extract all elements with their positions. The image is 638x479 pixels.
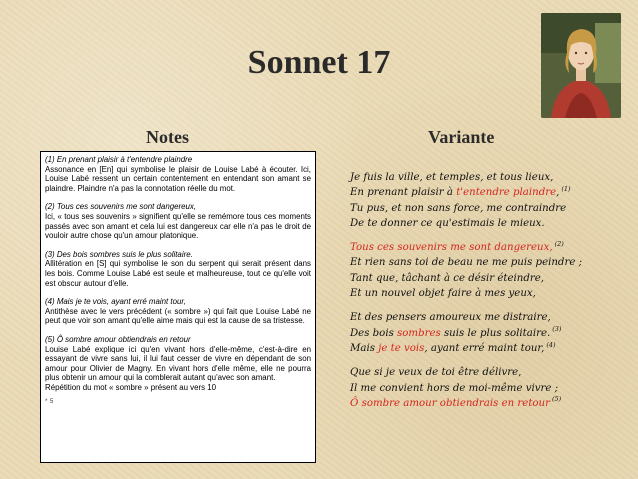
poem-line — [350, 381, 630, 396]
portrait-image — [541, 13, 621, 118]
poem-text: Des bois — [350, 327, 398, 339]
poem-text: , ayant erré maint tour, — [424, 342, 545, 354]
poem-text: En prenant plaisir à — [350, 187, 457, 199]
note-reference: (4) — [546, 340, 556, 349]
note-heading: (5) Ô sombre amour obtiendrais en retour — [45, 334, 191, 344]
highlighted-phrase: sombres — [397, 327, 441, 339]
note-text: Antithèse avec le vers précédent (« sombre ») qui fait que Louise Labé ne peut que voir son amant qu'elle aime mais qui est la cause de sa tristesse. — [45, 306, 311, 326]
poem-text: Tu pus, et non sans force, me contraindre — [350, 202, 567, 214]
note-text: Ici, « tous ses souvenirs » signifient qu'elle se remémore tous ces moments passés avec son amant et cela lui est dangereux car elle n'a pas le droit de vouloir autre chose qu'un amour platonique. — [45, 211, 311, 241]
poem-text: Que si je veux de toi être délivre, — [350, 367, 522, 379]
poem-variant — [350, 170, 630, 411]
poem-text: Mais — [350, 342, 379, 354]
note-text: Assonance en [En] qui symbolise le plaisir de Louise Labé à écouter. Ici, Louise Labé ressent un certain contentement en entendant son amant se plaindre. Plaindre n'a pas la connotation réelle du mot. — [45, 164, 311, 193]
variant-heading: Variante — [428, 127, 495, 147]
poem-line — [350, 286, 630, 301]
poem-line — [350, 341, 630, 356]
stanza-spacer — [350, 356, 630, 365]
poem-line — [350, 185, 630, 200]
highlighted-phrase: t'entendre plaindre — [456, 187, 557, 199]
note-heading: (3) Des bois sombres suis le plus solitaire. — [45, 249, 193, 259]
note-reference: (5) — [551, 395, 562, 404]
note-heading: (2) Tous ces souvenirs me sont dangereux, — [45, 202, 197, 212]
poem-text: suis le plus solitaire. — [440, 327, 551, 339]
note-text: Répétition du mot « sombre » présent au vers 10 — [45, 382, 217, 392]
poem-line — [350, 216, 630, 231]
poem-text: Tant que, tâchant à ce désir éteindre, — [350, 272, 545, 284]
note-text: Louise Labé explique ici qu'en vivant hors d'elle-même, c'est-à-dire en essayant de vivre sans lui, il lui faut cesser de vivre en dépendant de son amour pour Olivier de Magny. En vivant hors d'elle même, elle ne pourra plus obtenir un amour qui la comblerait autant qu'avec son amant. — [45, 344, 311, 383]
note-text: Allitération en [S] qui symbolise le son du serpent qui serait présent dans les bois. Comme Louise Labé est seule et malheureuse, tout ce qu'elle voit est obscur autour d'elle. — [45, 259, 311, 288]
notes-panel — [40, 151, 316, 463]
poem-line — [350, 255, 630, 270]
highlighted-phrase: je te vois — [378, 342, 425, 354]
note-spacer — [45, 326, 311, 335]
note-reference: (2) — [554, 239, 564, 248]
highlighted-phrase: Ô sombre amour obtiendrais en retour — [350, 397, 550, 409]
poem-line — [350, 240, 630, 255]
poem-line — [350, 365, 630, 380]
poem-text: Il me convient hors de moi-même vivre ; — [350, 382, 559, 394]
poem-line — [350, 310, 630, 325]
poem-text: Et rien sans toi de beau ne me puis peindre ; — [350, 257, 583, 269]
notes-heading: Notes — [146, 127, 189, 147]
note-spacer — [45, 241, 311, 250]
poem-line — [350, 396, 630, 411]
poem-text: , — [556, 187, 560, 199]
stanza-spacer — [350, 231, 630, 240]
poem-text: De te donner ce qu'estimais le mieux. — [350, 217, 545, 229]
note-heading: (4) Mais je te vois, ayant erré maint tour, — [45, 297, 186, 307]
portrait-woman-icon — [541, 13, 621, 118]
note-reference: (3) — [552, 325, 562, 334]
note-spacer — [45, 193, 311, 202]
note-spacer — [45, 288, 311, 297]
footer-marks: * 5 — [45, 399, 54, 406]
poem-line — [350, 326, 630, 341]
note-reference: (1) — [561, 184, 571, 193]
poem-line — [350, 170, 630, 185]
poem-text: Et un nouvel objet faire à mes yeux, — [350, 288, 536, 300]
highlighted-phrase: Tous ces souvenirs me sont dangereux, — [350, 242, 553, 254]
stanza-spacer — [350, 301, 630, 310]
poem-text: Je fuis la ville, et temples, et tous lieux, — [350, 172, 554, 183]
poem-text: Et des pensers amoureux me distraire, — [350, 312, 551, 324]
page-title: Sonnet 17 — [247, 44, 391, 81]
poem-line — [350, 201, 630, 216]
note-heading: (1) En prenant plaisir à t'entendre plaindre — [45, 155, 193, 164]
poem-line — [350, 271, 630, 286]
